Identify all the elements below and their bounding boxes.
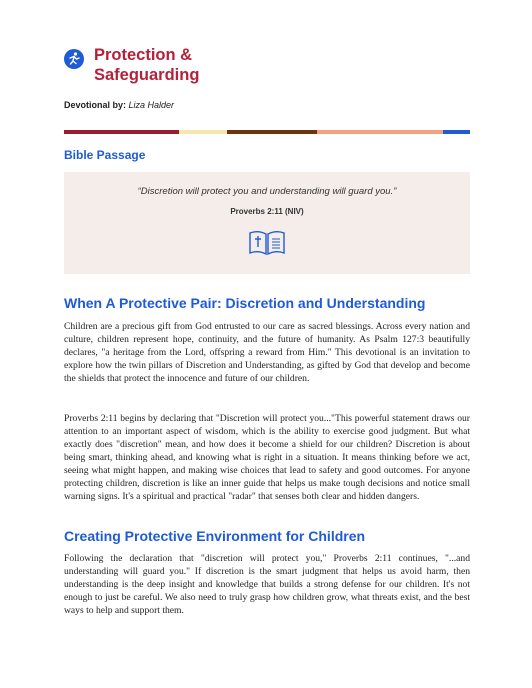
bible-passage-box <box>64 172 470 274</box>
running-person-icon <box>64 49 84 69</box>
section1-paragraph-1: Children are a precious gift from God entrusted to our care as sacred blessings. Across every nation and culture, children represent hope, continuity, and the future of humanity. As Psalm 127:3 beautifully declares, "a heritage from the Lord, offspring a reward from Him." This devotional is an invitation to explore how the twin pillars of Discretion and Understanding, as gifted by God that develop and become the shields that protect the innocence and future of our children. <box>64 321 470 384</box>
section1-heading: When A Protective Pair: Discretion and Understanding <box>64 295 426 311</box>
color-segment-4 <box>317 130 443 134</box>
bible-quote: “Discretion will protect you and understanding will guard you.” <box>137 186 397 197</box>
section2-paragraph-1: Following the declaration that "discretion will protect you," Proverbs 2:11 continues, "...and understanding will guard you." If discretion is the smart judgment that helps us avoid harm, then understanding is the deep insight and knowledge that builds a strong defense for our children. It's not enough to just be careful. We also need to truly grasp how children grow, what threats exist, and the best ways to help and support them. <box>64 553 470 616</box>
color-segment-2 <box>179 130 227 134</box>
color-segment-3 <box>227 130 317 134</box>
color-divider <box>64 130 470 134</box>
devotional-label: Devotional by: <box>64 100 127 110</box>
document-header <box>64 45 199 85</box>
title-line-2: Safeguarding <box>94 66 200 84</box>
devotional-byline <box>64 100 174 110</box>
document-title <box>94 45 199 85</box>
title-line-1: Protection & <box>94 46 193 64</box>
open-bible-icon <box>247 229 287 264</box>
section2-heading: Creating Protective Environment for Children <box>64 528 366 544</box>
section1-paragraph-2: Proverbs 2:11 begins by declaring that "Discretion will protect you..."This powerful statement draws our attention to an important aspect of wisdom, which is the ability to exercise good judgment. But what exactly does "discretion" mean, and how does it become a shield for our children? Discretion is about being smart, thinking ahead, and knowing what is right in a situation. It means thinking before we act, seeing what might happen, and making wise choices that lead to safety and good outcomes. For anyone protecting children, discretion is like an inner guide that helps us make tough decisions and notice small warning signs. It's a spiritual and practical "radar" that senses both clear and hidden dangers. <box>64 413 470 502</box>
devotional-author: Liza Halder <box>128 100 175 110</box>
bible-reference: Proverbs 2:11 (NIV) <box>230 207 304 216</box>
color-segment-1 <box>64 130 179 134</box>
color-segment-5 <box>443 130 470 134</box>
bible-passage-heading: Bible Passage <box>64 148 146 162</box>
